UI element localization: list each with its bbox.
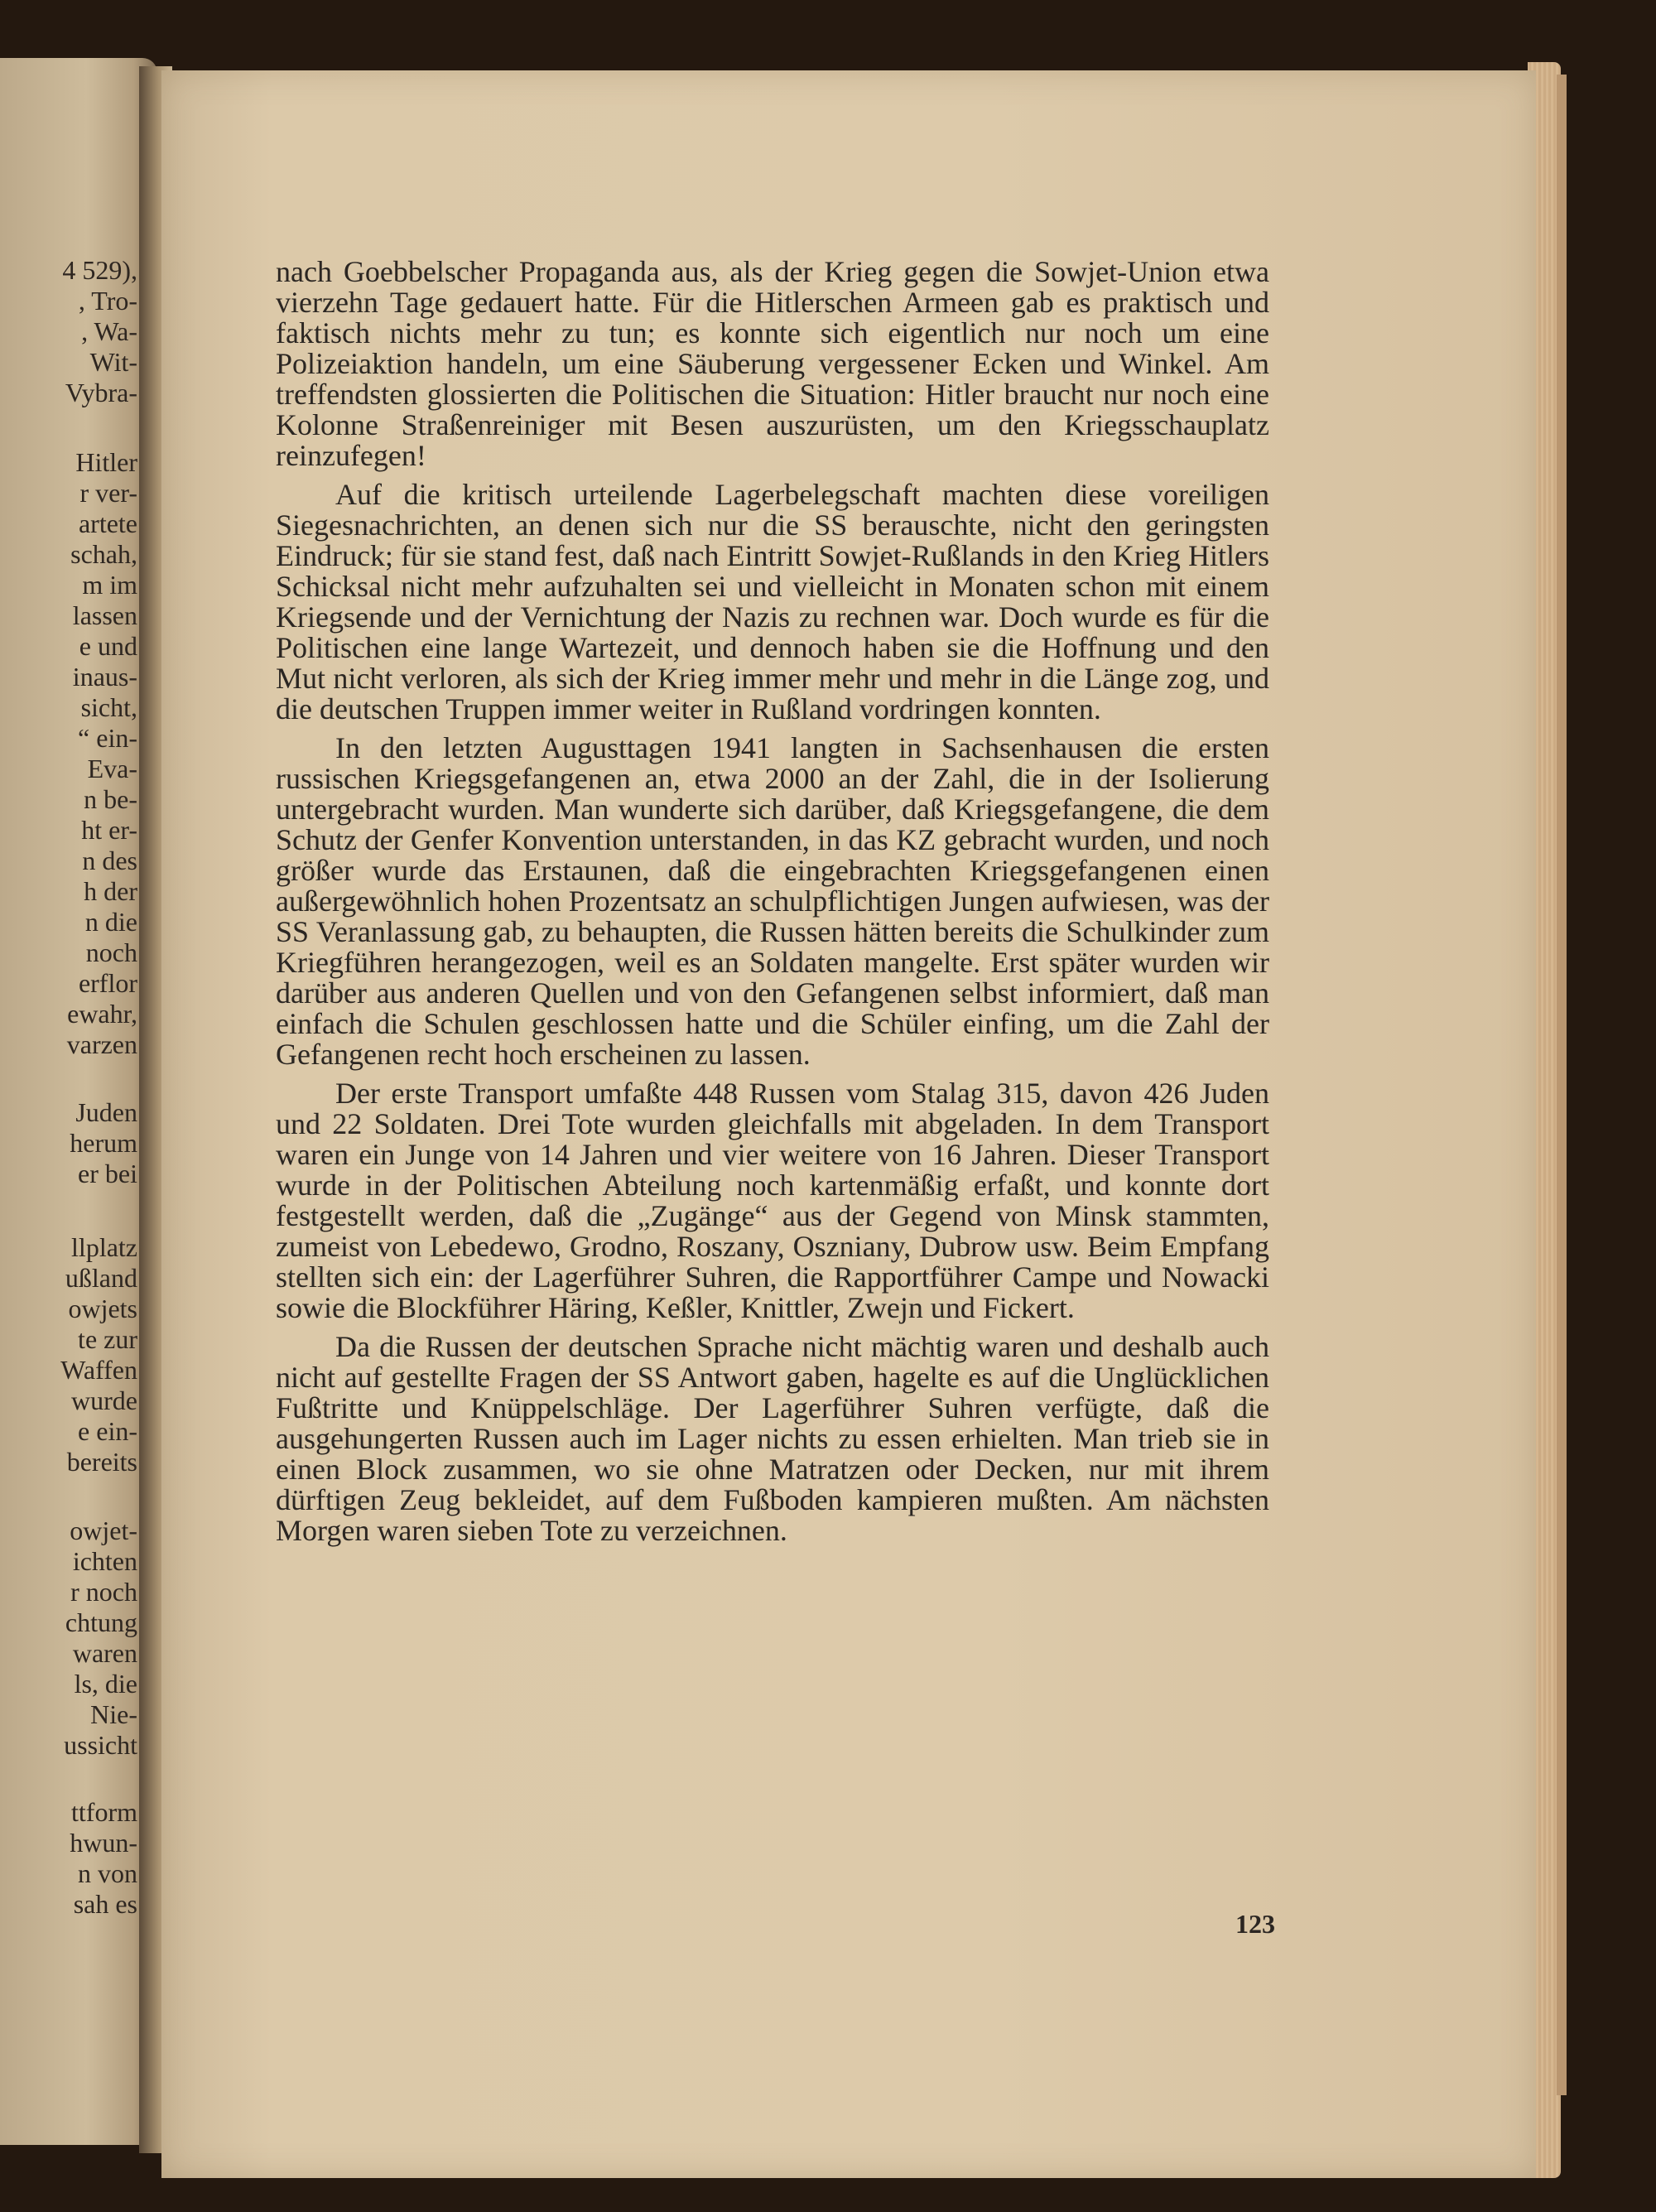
left-fragment: artete: [78, 508, 137, 538]
left-fragment: n von: [78, 1858, 137, 1888]
left-fragment: ls, die: [74, 1669, 137, 1699]
left-fragment: “ ein-: [78, 723, 137, 753]
left-fragment: ht er-: [81, 815, 137, 845]
left-fragment: Waffen: [60, 1355, 137, 1385]
left-fragment: h der: [84, 876, 137, 906]
left-fragment: n die: [84, 907, 137, 937]
left-fragment: inaus-: [72, 662, 137, 692]
page-edges-shadow: [1557, 75, 1567, 2095]
left-fragment: sicht,: [80, 692, 137, 722]
left-fragment: hwun-: [70, 1828, 137, 1858]
paragraph: nach Goebbelscher Propaganda aus, als der Krieg gegen die Sowjet-Union etwa vierzehn Tage gedauert hatte. Für die Hitlerschen Armeen gab es praktisch und faktisch nichts mehr zu tun; es konnte sich eigentlich nur noch um eine Polizeiaktion handeln, um eine Säuberung vergessener Ecken und Winkel. Am treffendsten glossierten die Politischen die Situation: Hitler braucht nur noch eine Kolonne Straßenreiniger mit Besen auszurüsten, um den Kriegsschauplatz reinzufegen!: [276, 255, 1269, 472]
left-fragment: sah es: [73, 1889, 137, 1919]
left-fragment: 4 529),: [62, 255, 137, 285]
left-fragment: lassen: [72, 600, 137, 630]
left-fragment: ußland: [65, 1263, 137, 1293]
left-fragment: Vybra-: [65, 378, 137, 407]
left-fragment: ussicht: [64, 1730, 137, 1760]
left-fragment: Wit-: [89, 347, 137, 377]
left-fragment: e ein-: [78, 1416, 137, 1446]
left-fragment: r ver-: [79, 478, 137, 508]
left-facing-page: [0, 58, 157, 2145]
page-body-text: [276, 257, 1269, 1554]
left-fragment: er bei: [78, 1159, 137, 1188]
left-fragment: ttform: [71, 1797, 137, 1827]
left-fragment: erflor: [78, 968, 137, 998]
paragraph: Da die Russen der deutschen Sprache nicht mächtig waren und deshalb auch nicht auf gestellte Fragen der SS Antwort gaben, hagelte es auf die Unglücklichen Fußtritte und Knüppelschläge. Der Lagerführer Suhren verfügte, daß die ausgehungerten Russen auch im Lager nichts zu essen erhielten. Man trieb sie in einen Block zusammen, wo sie ohne Matratzen oder Decken, nur mit ihrem dürftigen Zeug bekleidet, auf dem Fußboden kampieren mußten. Am nächsten Morgen waren sieben Tote zu verzeichnen.: [276, 1330, 1269, 1547]
paragraph: Auf die kritisch urteilende Lagerbelegschaft machten diese voreiligen Siegesnachrichten, an denen sich nur die SS berauschte, nicht den geringsten Eindruck; für sie stand fest, daß nach Eintritt Sowjet-Rußlands in den Krieg Hitlers Schicksal nicht mehr aufzuhalten sei und vielleicht in Monaten schon mit einem Kriegsende und der Vernichtung der Nazis zu rechnen war. Doch wurde es für die Politischen eine lange Wartezeit, und dennoch haben sie die Hoffnung und den Mut nicht verloren, als sich der Krieg immer mehr und mehr in die Länge zog, und die deutschen Truppen immer weiter in Rußland vordringen konnten.: [276, 478, 1269, 725]
left-fragment: n des: [82, 846, 137, 875]
left-fragment: te zur: [78, 1324, 137, 1354]
left-fragment: wurde: [71, 1386, 137, 1415]
left-fragment: , Wa-: [81, 316, 137, 346]
left-fragment: chtung: [65, 1607, 137, 1637]
page-number: 123: [1235, 1909, 1275, 1939]
left-fragment: Juden: [75, 1097, 137, 1127]
left-fragment: Eva-: [87, 754, 137, 783]
left-fragment: r noch: [70, 1577, 137, 1607]
left-fragment: owjet-: [70, 1516, 137, 1545]
left-fragment: m im: [82, 570, 137, 600]
left-fragment: waren: [72, 1638, 137, 1668]
paragraph: Der erste Transport umfaßte 448 Russen vom Stalag 315, davon 426 Juden und 22 Soldaten. Drei Tote wurden gleichfalls mit abgeladen. In dem Transport waren ein Junge von 14 Jahren und vier weitere von 16 Jahren. Dieser Transport wurde in der Politischen Abteilung noch kartenmäßig erfaßt, und konnte dort festgestellt werden, daß die „Zugänge“ aus der Gegend von Minsk stammten, zumeist von Lebedewo, Grodno, Roszany, Oszniany, Dubrow usw. Beim Empfang stellten sich ein: der Lagerführer Suhren, die Rapportführer Campe und Nowacki sowie die Blockführer Häring, Keßler, Knittler, Zwejn und Fickert.: [276, 1077, 1269, 1324]
left-fragment: owjets: [68, 1294, 137, 1323]
left-fragment: llplatz: [71, 1232, 137, 1262]
left-fragment: ewahr,: [67, 999, 137, 1029]
left-fragment: noch: [85, 937, 137, 967]
left-fragment: ichten: [72, 1546, 137, 1576]
left-fragment: bereits: [66, 1447, 137, 1477]
left-fragment: varzen: [66, 1029, 137, 1059]
left-fragment: e und: [79, 631, 137, 661]
left-fragment: , Tro-: [78, 286, 137, 316]
left-fragment: Nie-: [90, 1699, 137, 1729]
left-fragment: Hitler: [75, 447, 137, 477]
left-fragment: n be-: [84, 784, 137, 814]
left-fragment: schah,: [70, 539, 137, 569]
paragraph: In den letzten Augusttagen 1941 langten in Sachsenhausen die ersten russischen Kriegsgefangenen an, etwa 2000 an der Zahl, die in der Isolierung untergebracht wurden. Man wunderte sich darüber, daß Kriegsgefangene, die dem Schutz der Genfer Konvention unterstanden, in das KZ gebracht wurden, und noch größer wurde das Erstaunen, daß die eingebrachten Kriegsgefangenen einen außergewöhnlich hohen Prozentsatz an schulpflichtigen Jungen aufwiesen, was der SS Veranlassung gab, zu behaupten, die Russen hätten bereits die Schulkinder zum Kriegführen herangezogen, weil es an Soldaten mangelte. Erst später wurden wir darüber aus anderen Quellen und von den Gefangenen selbst informiert, daß man einfach die Schulen geschlossen hatte und die Schüler einfing, um die Zahl der Gefangenen recht hoch erscheinen zu lassen.: [276, 731, 1269, 1071]
left-fragment: herum: [70, 1128, 137, 1158]
